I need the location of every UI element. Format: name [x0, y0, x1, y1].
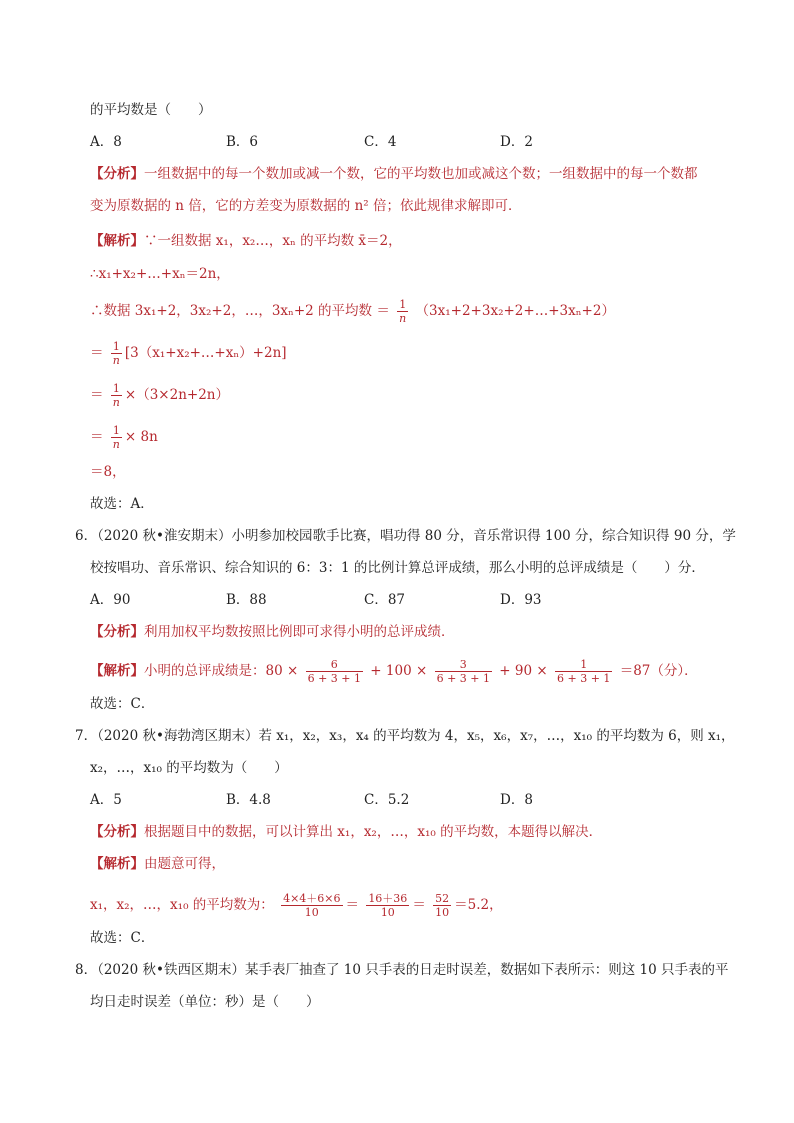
fraction: $\frac{52}{10}$ — [435, 892, 450, 919]
fraction: $\frac{1}{n}$ — [112, 340, 120, 367]
q7-stem-line-1: 7．（2020 秋•海勃湾区期末）若 x₁，x₂，x₃，x₄ 的平均数为 4，x₅，x₆，x₇，…，x₁₀ 的平均数为 6，则 x₁， — [75, 728, 735, 744]
q7-solution-line-1: 【解析】由题意可得， — [90, 856, 225, 872]
analysis-tag: 【分析】 — [90, 624, 144, 640]
q5-option-b: B．6 — [226, 134, 259, 150]
q5-solution-line-6: ＝ $\frac{1}{n}$ × 8n — [90, 424, 158, 451]
fraction: $\frac{3}{6 + 3 + 1}$ — [436, 658, 490, 685]
q7-option-b: B．4.8 — [226, 792, 271, 808]
analysis-tag: 【分析】 — [90, 824, 144, 840]
q6-option-c: C．87 — [364, 592, 406, 608]
q5-analysis-line-2: 变为原数据的 n 倍，它的方差变为原数据的 n² 倍；依此规律求解即可． — [90, 198, 522, 214]
q6-solution: 【解析】小明的总评成绩是：80 × $\frac{6}{6 + 3 + 1}$ + 100 × $\frac{3}{6 + 3 + 1}$ + 90 × $\frac{1}{6 + 3 + 1}$ ＝87（分）． — [90, 658, 698, 685]
q6-option-a: A．90 — [90, 592, 131, 608]
solution-tag: 【解析】 — [90, 663, 144, 679]
q5-answer: 故选：A． — [90, 496, 154, 512]
q5-solution-line-3: ∴数据 3x₁+2，3x₂+2，…，3xₙ+2 的平均数 ＝ $\frac{1}{n}$ （3x₁+2+3x₂+2+…+3xₙ+2） — [90, 298, 615, 325]
q5-option-c: C．4 — [364, 134, 397, 150]
fraction: $\frac{16+36}{10}$ — [368, 892, 408, 919]
q7-solution-line-2: x₁，x₂，…，x₁₀ 的平均数为： $\frac{4\times 4+6\times 6}{10}$ ＝ $\frac{16+36}{10}$ ＝ $\frac{52}{10}$ ＝5.2， — [90, 892, 503, 919]
q5-option-a: A．8 — [90, 134, 122, 150]
q7-analysis: 【分析】根据题目中的数据，可以计算出 x₁，x₂，…，x₁₀ 的平均数，本题得以解决． — [90, 824, 603, 840]
fraction: $\frac{1}{6 + 3 + 1}$ — [556, 658, 611, 685]
q5-analysis-line-1: 【分析】一组数据中的每一个数加或减一个数，它的平均数也加或减这个数；一组数据中的每一个数都 — [90, 166, 698, 182]
fraction: $\frac{6}{6 + 3 + 1}$ — [307, 658, 361, 685]
q7-option-d: D．8 — [500, 792, 533, 808]
fraction: $\frac{1}{n}$ — [399, 298, 407, 325]
q8-stem-line-1: 8．（2020 秋•铁西区期末）某手表厂抽查了 10 只手表的日走时误差，数据如下表所示：则这 10 只手表的平 — [75, 962, 729, 978]
q5-solution-line-2: ∴x₁+x₂+…+xₙ＝2n， — [90, 266, 230, 282]
fraction: $\frac{4\times 4+6\times 6}{10}$ — [283, 892, 341, 919]
fraction: $\frac{1}{n}$ — [112, 424, 120, 451]
q5-option-d: D．2 — [500, 134, 533, 150]
q6-option-d: D．93 — [500, 592, 542, 608]
q7-option-c: C．5.2 — [364, 792, 410, 808]
q7-stem-line-2: x₂，…，x₁₀ 的平均数为（ ） — [90, 760, 288, 776]
q8-stem-line-2: 均日走时误差（单位：秒）是（ ） — [90, 994, 320, 1010]
q6-analysis: 【分析】利用加权平均数按照比例即可求得小明的总评成绩． — [90, 624, 455, 640]
q6-stem-line-1: 6．（2020 秋•淮安期末）小明参加校园歌手比赛，唱功得 80 分，音乐常识得 100 分，综合知识得 90 分，学 — [75, 528, 736, 544]
q5-solution-line-1: 【解析】∵一组数据 x₁，x₂…，xₙ 的平均数 x̄＝2， — [90, 233, 402, 249]
q7-option-a: A．5 — [90, 792, 122, 808]
q7-answer: 故选：C． — [90, 930, 155, 946]
q5-solution-line-5: ＝ $\frac{1}{n}$ ×（3×2n+2n） — [90, 382, 229, 409]
q5-stem-tail: 的平均数是（ ） — [90, 102, 212, 118]
solution-tag: 【解析】 — [90, 856, 144, 872]
analysis-tag: 【分析】 — [90, 166, 144, 182]
solution-tag: 【解析】 — [90, 233, 144, 249]
fraction: $\frac{1}{n}$ — [112, 382, 120, 409]
q6-option-b: B．88 — [226, 592, 267, 608]
q5-solution-line-4: ＝ $\frac{1}{n}$ [3（x₁+x₂+…+xₙ）+2n] — [90, 340, 287, 367]
q6-stem-line-2: 校按唱功、音乐常识、综合知识的 6：3：1 的比例计算总评成绩，那么小明的总评成绩是（ ）分． — [90, 560, 705, 576]
q6-answer: 故选：C． — [90, 696, 155, 712]
q5-solution-line-7: ＝8， — [90, 464, 126, 480]
